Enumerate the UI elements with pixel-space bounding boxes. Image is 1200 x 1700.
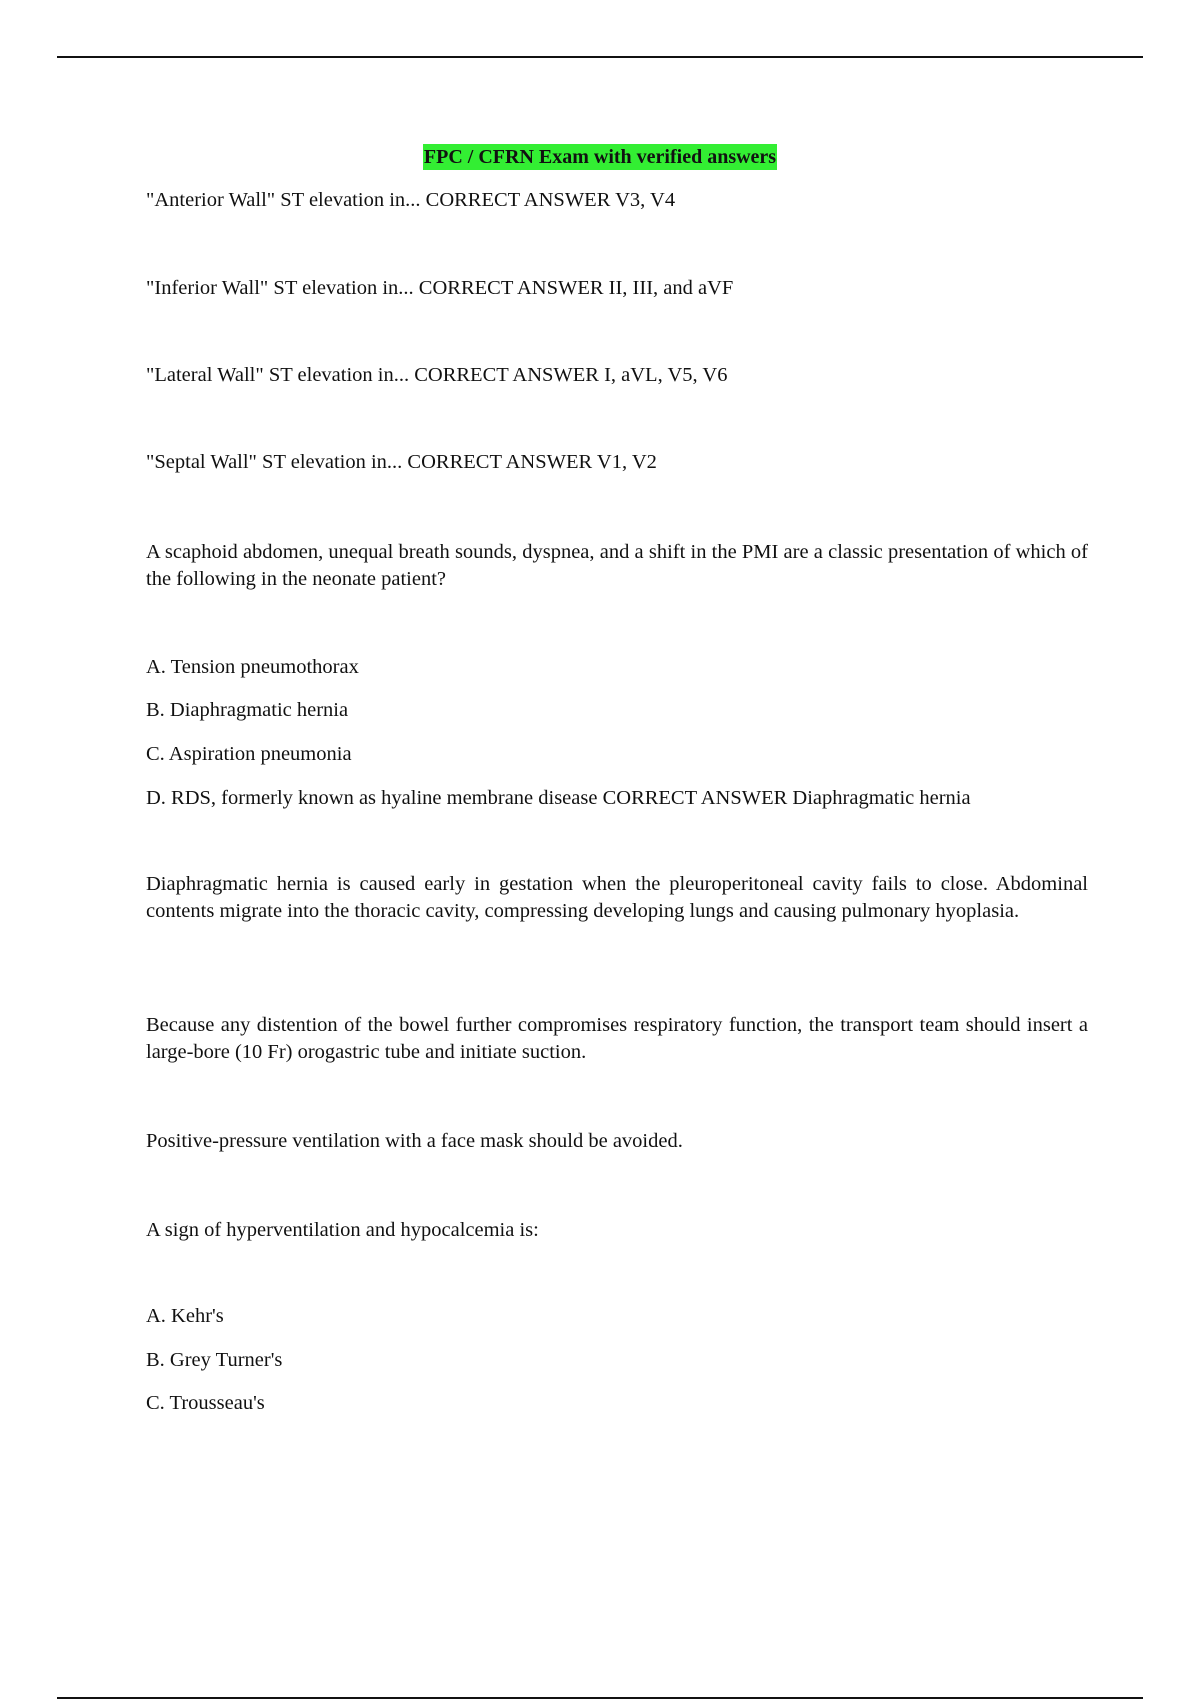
explanation-diaphragmatic-hernia: Diaphragmatic hernia is caused early in gestation when the pleuroperitoneal cavity fails to close. Abdominal contents migrate into the thoracic cavity, compressing developing lungs and causing pulmonary hyoplasia. — [146, 873, 1088, 922]
option-b-grey-turners: B. Grey Turner's — [146, 1349, 283, 1371]
qa-inferior-wall: "Inferior Wall" ST elevation in... CORRECT ANSWER II, III, and aVF — [146, 277, 734, 299]
option-c-aspiration-pneumonia: C. Aspiration pneumonia — [146, 743, 352, 765]
option-b-diaphragmatic-hernia: B. Diaphragmatic hernia — [146, 699, 349, 721]
option-d-rds-answer: D. RDS, formerly known as hyaline membrane disease CORRECT ANSWER Diaphragmatic hernia — [146, 787, 971, 809]
option-a-kehrs: A. Kehr's — [146, 1305, 224, 1327]
qa-lateral-wall: "Lateral Wall" ST elevation in... CORRECT ANSWER I, aVL, V5, V6 — [146, 364, 728, 386]
question-scaphoid-abdomen: A scaphoid abdomen, unequal breath sounds, dyspnea, and a shift in the PMI are a classic presentation of which of the following in the neonate patient? — [146, 541, 1088, 590]
footer-rule — [57, 1697, 1143, 1699]
question-hyperventilation-hypocalcemia: A sign of hyperventilation and hypocalcemia is: — [146, 1219, 539, 1241]
title-container — [0, 144, 1200, 170]
explanation-ppv-avoid: Positive-pressure ventilation with a face mask should be avoided. — [146, 1130, 683, 1152]
option-a-tension-pneumothorax: A. Tension pneumothorax — [146, 656, 359, 678]
explanation-orogastric-tube: Because any distention of the bowel further compromises respiratory function, the transport team should insert a large-bore (10 Fr) orogastric tube and initiate suction. — [146, 1014, 1088, 1063]
option-c-trousseaus: C. Trousseau's — [146, 1392, 265, 1414]
qa-anterior-wall: "Anterior Wall" ST elevation in... CORRECT ANSWER V3, V4 — [146, 189, 676, 211]
header-rule — [57, 56, 1143, 58]
document-title: FPC / CFRN Exam with verified answers — [423, 146, 777, 168]
qa-septal-wall: "Septal Wall" ST elevation in... CORRECT ANSWER V1, V2 — [146, 451, 657, 473]
